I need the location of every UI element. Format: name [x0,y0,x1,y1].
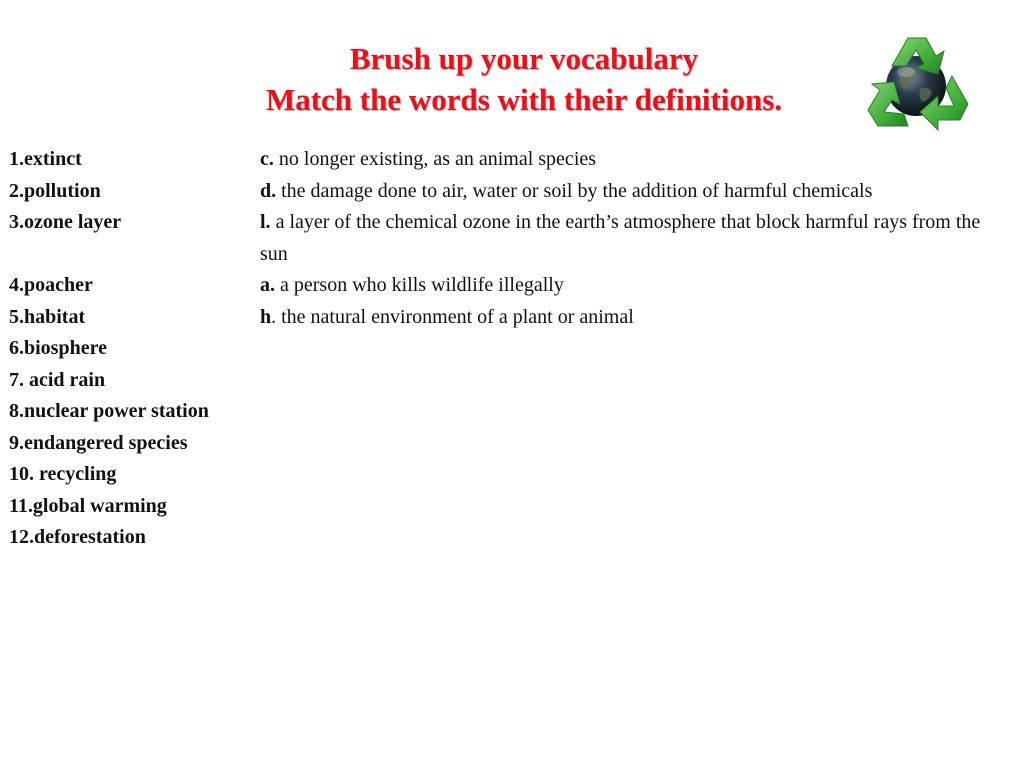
list-item: 9.endangered species [9,431,188,454]
definition-item [260,207,1010,270]
list-item: 8.nuclear power station [9,400,209,422]
definition-letter: d. [260,179,277,202]
recycling-globe-icon [856,26,976,142]
list-item: 11.global warming [9,494,167,517]
definition-item [260,176,1010,208]
definition-text: the damage done to air, water or soil by the addition of harmful chemicals [276,179,873,202]
list-item: 12.deforestation [9,526,146,548]
list-item: 6.biosphere [9,337,107,359]
definition-text: no longer existing, as an animal species [273,148,597,170]
list-item: 3.ozone layer [9,211,122,233]
definition-item [260,270,1010,302]
list-item: 5.habitat [9,305,86,328]
definition-letter: h [260,305,272,328]
definition-text: a layer of the chemical ozone in the earth’s atmosphere that block harmful rays from the sun [260,211,981,265]
title-line-2: Match the words with their definitions. [265,82,783,117]
definition-letter: c. [260,148,274,170]
list-item: 7. acid rain [9,368,106,391]
definition-letter: a. [260,274,275,296]
word-list [9,144,259,554]
list-spacer [9,239,259,271]
definition-item [260,302,1010,334]
list-item: 1.extinct [9,148,82,170]
definition-text: a person who kills wildlife illegally [275,274,564,296]
definition-text: . the natural environment of a plant or animal [271,305,634,328]
list-item: 2.pollution [9,179,101,202]
definition-item [260,144,1010,176]
definition-list [260,144,1010,333]
list-item: 10. recycling [9,463,117,485]
definition-letter: l. [260,211,271,233]
title-line-1: Brush up your vocabulary [349,41,699,76]
list-item: 4.poacher [9,274,93,296]
